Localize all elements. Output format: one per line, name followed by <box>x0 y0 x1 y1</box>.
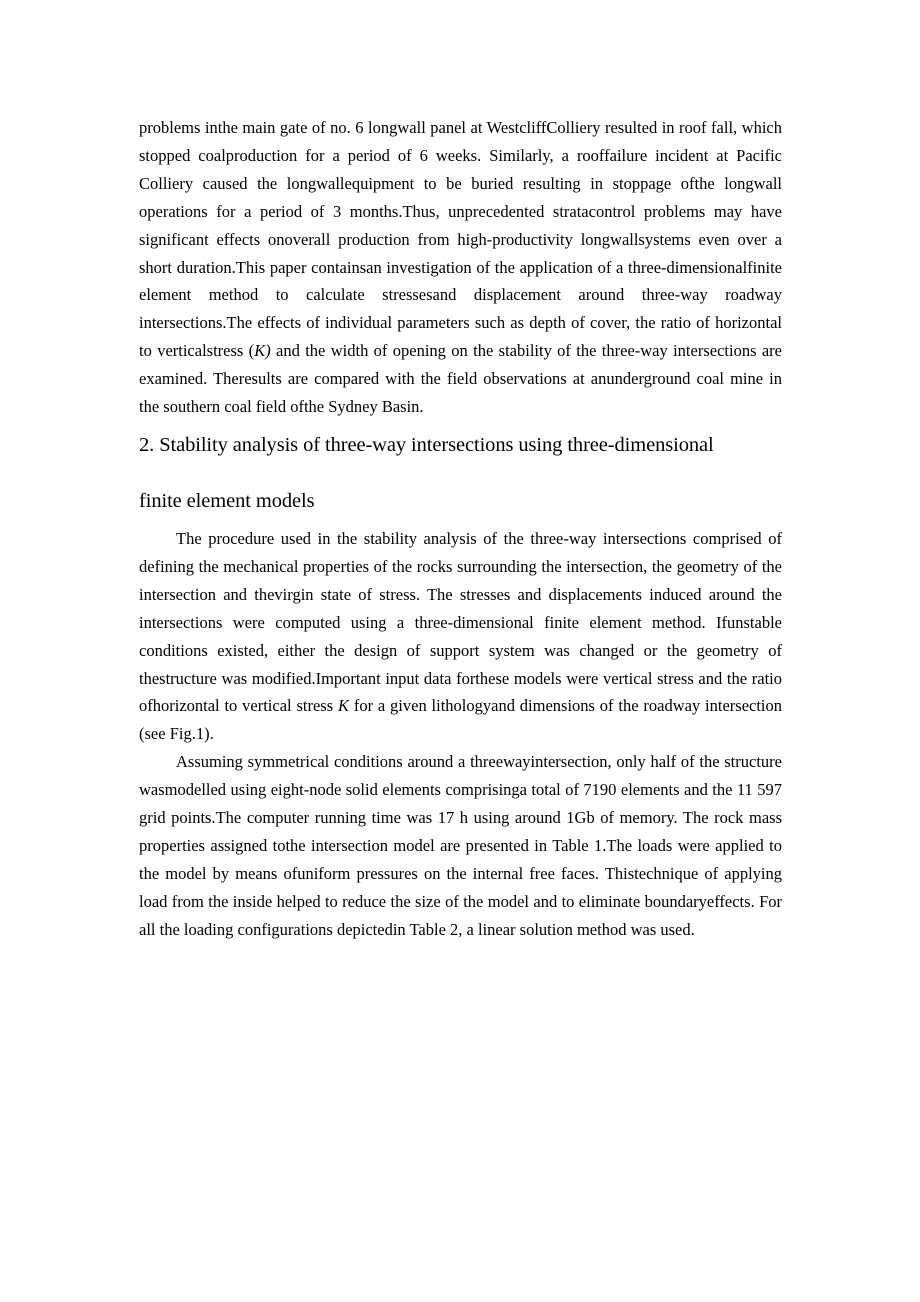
model-paragraph <box>139 748 782 943</box>
procedure-paragraph-text-1: The procedure used in the stability analysis of the three-way intersections comprised of defining the mechanical properties of the rocks surrounding the intersection, the geometry of the intersection and thevirgin state of stress. The stresses and displacements induced around the intersections were computed using a three-dimensional finite element method. Ifunstable conditions existed, either the design of support system was changed or the geometry of thestructure was modified.Important input data forthese models were vertical stress and the ratio ofhorizontal to vertical stress <box>139 528 782 716</box>
section-heading <box>139 434 782 512</box>
intro-paragraph-text-1: problems inthe main gate of no. 6 longwall panel at WestcliffColliery resulted in roof fall, which stopped coalproduction for a period of 6 weeks. Similarly, a rooffailure incident at Pacific Colliery caused the longwallequipment to be buried resulting in stoppage ofthe longwall operations for a period of 3 months.Thus, unprecedented stratacontrol problems may have significant effects onoverall production from high-productivity longwallsystems even over a short duration.This paper containsan investigation of the application of a three-dimensionalfinite element method to calculate stressesand displacement around three-way roadway intersections.The effects of individual parameters such as depth of cover, the ratio of horizontal to verticalstress ( <box>139 118 782 361</box>
intro-paragraph <box>139 114 782 421</box>
section-heading-line1: 2. Stability analysis of three-way intersections using three-dimensional <box>139 433 714 456</box>
model-paragraph-text: Assuming symmetrical conditions around a threewayintersection, only half of the structure wasmodelled using eight-node solid elements comprisinga total of 7190 elements and the 11 597 grid points.The computer running time was 17 h using around 1Gb of memory. The rock mass properties assigned tothe intersection model are presented in Table 1.The loads were applied to the model by means ofuniform pressures on the internal free faces. Thistechnique of applying load from the inside helped to reduce the size of the model and to eliminate boundaryeffects. For all the loading configurations depictedin Table 2, a linear solution method was used. <box>139 752 782 939</box>
section-heading-line2: finite element models <box>139 489 315 512</box>
k-symbol: K) <box>254 341 271 361</box>
document-page <box>139 114 782 944</box>
intro-paragraph-text-2: and the width of opening on the stability of the three-way intersections are examined. Theresults are compared with the field observations at anunderground coal mine in the southern coal field ofthe Sydney Basin. <box>139 341 782 417</box>
procedure-paragraph <box>139 525 782 748</box>
procedure-paragraph-text-2: for a given lithologyand dimensions of the roadway intersection (see Fig.1). <box>139 696 783 744</box>
k-symbol: K <box>337 696 349 716</box>
